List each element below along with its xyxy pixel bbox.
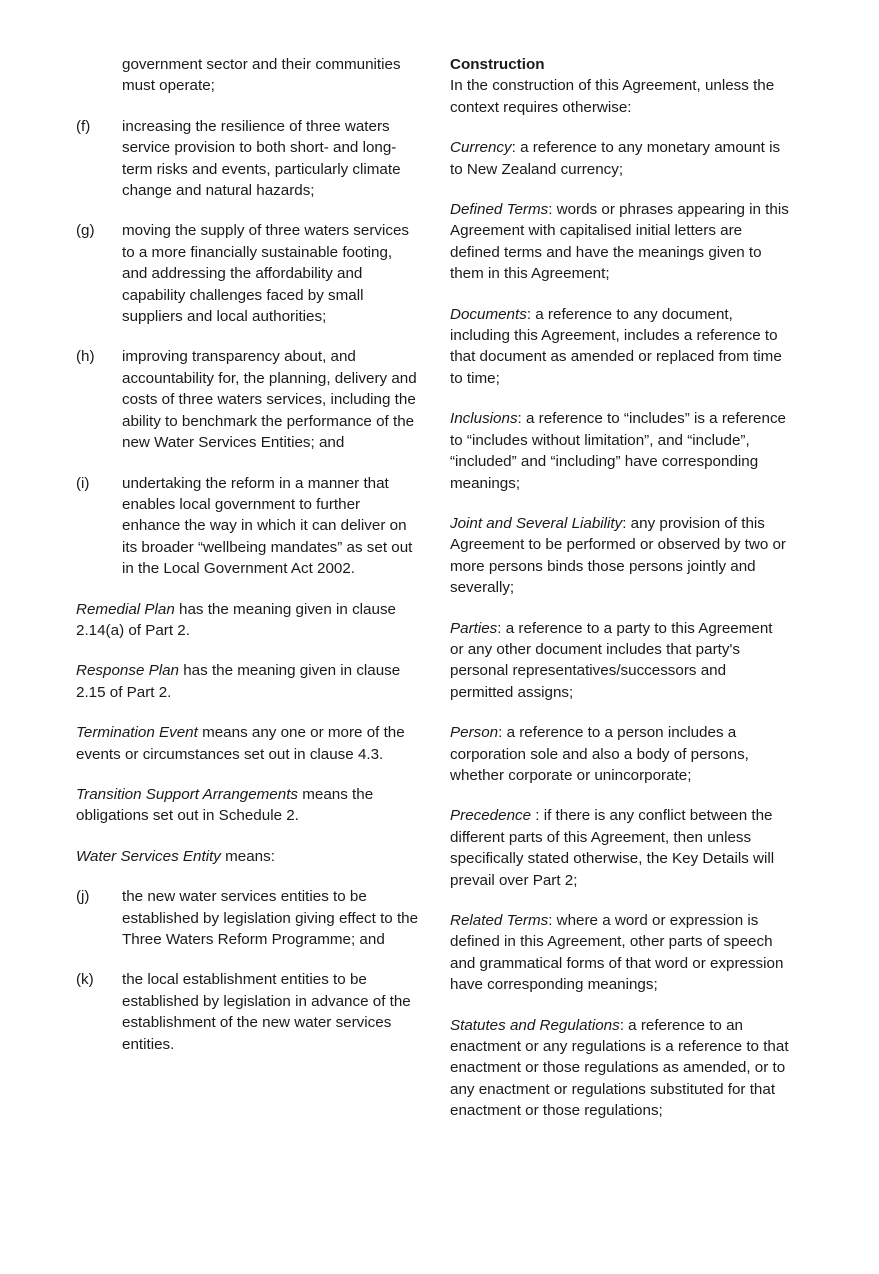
defined-term: Transition Support Arrangements bbox=[76, 785, 299, 803]
definition-text: has the meaning given in clause 2.15 of Part 2. bbox=[76, 662, 401, 701]
item-label: (h) bbox=[76, 348, 95, 366]
right-column bbox=[450, 54, 790, 1141]
construction-text: : a reference to an enactment or any regulations is a reference to that enactment or those regulations as amended, or to any enactment or regulations substituted for that enactment or those regulations; bbox=[450, 1016, 789, 1120]
item-label: (i) bbox=[76, 474, 90, 492]
section-heading: Construction bbox=[450, 56, 545, 73]
construction-text: : where a word or expression is defined in this Agreement, other parts of speech and grammatical forms of that word or expression have corresponding meanings; bbox=[450, 912, 784, 994]
item-label: (g) bbox=[76, 222, 95, 240]
item-text: the new water services entities to be established by legislation giving effect to the Three Waters Reform Programme; and bbox=[122, 888, 419, 948]
construction-intro: In the construction of this Agreement, unless the context requires otherwise: bbox=[450, 77, 775, 116]
construction-term: Currency bbox=[450, 139, 512, 157]
list-item-i bbox=[76, 473, 421, 580]
definition-response-plan bbox=[76, 660, 421, 703]
list-item-h bbox=[76, 346, 421, 453]
construction-term: Statutes and Regulations bbox=[450, 1016, 620, 1034]
item-label: (k) bbox=[76, 971, 94, 989]
definition-text: means any one or more of the events or circumstances set out in clause 4.3. bbox=[76, 724, 405, 763]
construction-joint-liability bbox=[450, 513, 790, 599]
construction-documents bbox=[450, 304, 790, 390]
list-item-g bbox=[76, 220, 421, 327]
left-column bbox=[76, 54, 421, 1074]
defined-term: Water Services Entity bbox=[76, 847, 221, 865]
construction-term: Joint and Several Liability bbox=[450, 514, 623, 532]
construction-text: : a reference to any monetary amount is to New Zealand currency; bbox=[450, 139, 781, 178]
definition-text: means the obligations set out in Schedule 2. bbox=[76, 785, 374, 825]
construction-text: : a reference to a person includes a corporation sole and also a body of persons, whether corporate or unincorporate; bbox=[450, 724, 749, 784]
definition-termination-event bbox=[76, 722, 421, 765]
defined-term: Response Plan bbox=[76, 662, 180, 680]
construction-term: Person bbox=[450, 724, 499, 742]
item-text: increasing the resilience of three waters service provision to both short- and long-term risks and events, particularly climate change and natural hazards; bbox=[122, 117, 401, 200]
construction-defined-terms bbox=[450, 199, 790, 285]
construction-inclusions bbox=[450, 408, 790, 494]
definition-text: has the meaning given in clause 2.14(a) of Part 2. bbox=[76, 600, 396, 639]
list-item-f bbox=[76, 116, 421, 202]
construction-term: Related Terms bbox=[450, 912, 549, 929]
construction-related-terms bbox=[450, 910, 790, 996]
construction-text: : words or phrases appearing in this Agreement with capitalised initial letters are defined terms and have the meanings given to them in this Agreement; bbox=[450, 201, 789, 283]
construction-statutes bbox=[450, 1015, 790, 1122]
item-text: the local establishment entities to be established by legislation in advance of the establishment of the new water services entities. bbox=[122, 971, 411, 1053]
construction-parties bbox=[450, 618, 790, 704]
construction-term: Inclusions bbox=[450, 410, 518, 428]
construction-term: Defined Terms bbox=[450, 201, 549, 219]
construction-text: : a reference to a party to this Agreement or any other document includes that party's personal representatives/successors and permitted assigns; bbox=[450, 619, 773, 701]
definition-transition-support bbox=[76, 784, 421, 827]
construction-precedence bbox=[450, 805, 790, 891]
construction-text: : any provision of this Agreement to be performed or observed by two or more persons binds those persons jointly and severally; bbox=[450, 514, 786, 597]
item-label: (f) bbox=[76, 117, 91, 135]
construction-person bbox=[450, 722, 790, 786]
list-item-k bbox=[76, 969, 421, 1055]
defined-term: Termination Event bbox=[76, 724, 198, 742]
definition-text: means: bbox=[220, 847, 275, 865]
item-text: improving transparency about, and accountability for, the planning, delivery and costs of three waters services, including the ability to benchmark the performance of the new Water Services Entities; and bbox=[122, 348, 417, 452]
construction-text: : a reference to any document, including this Agreement, includes a reference to that document as amended or replaced from time to time; bbox=[450, 305, 782, 387]
definition-remedial-plan bbox=[76, 599, 421, 642]
defined-term: Remedial Plan bbox=[76, 600, 175, 618]
item-text: moving the supply of three waters services to a more financially sustainable footing, and addressing the affordability and capability challenges faced by small suppliers and local authorities; bbox=[122, 222, 410, 326]
construction-term: Precedence bbox=[450, 807, 532, 825]
list-item-j bbox=[76, 886, 421, 950]
item-label: (j) bbox=[76, 888, 90, 906]
definition-water-services-entity bbox=[76, 846, 421, 867]
construction-term: Documents bbox=[450, 305, 527, 323]
item-text: undertaking the reform in a manner that enables local government to further enhance the way in which it can deliver on its broader “wellbeing mandates” as set out in the Local Government Act 2002. bbox=[122, 474, 413, 578]
construction-text: : a reference to “includes” is a reference to “includes without limitation”, and “include”, “included” and “including” have corresponding meanings; bbox=[450, 410, 786, 492]
continuation-text: government sector and their communities must operate; bbox=[122, 56, 401, 95]
construction-text: : if there is any conflict between the different parts of this Agreement, then unless specifically stated otherwise, the Key Details will prevail over Part 2; bbox=[450, 807, 775, 889]
construction-currency bbox=[450, 137, 790, 180]
construction-term: Parties bbox=[450, 619, 498, 637]
